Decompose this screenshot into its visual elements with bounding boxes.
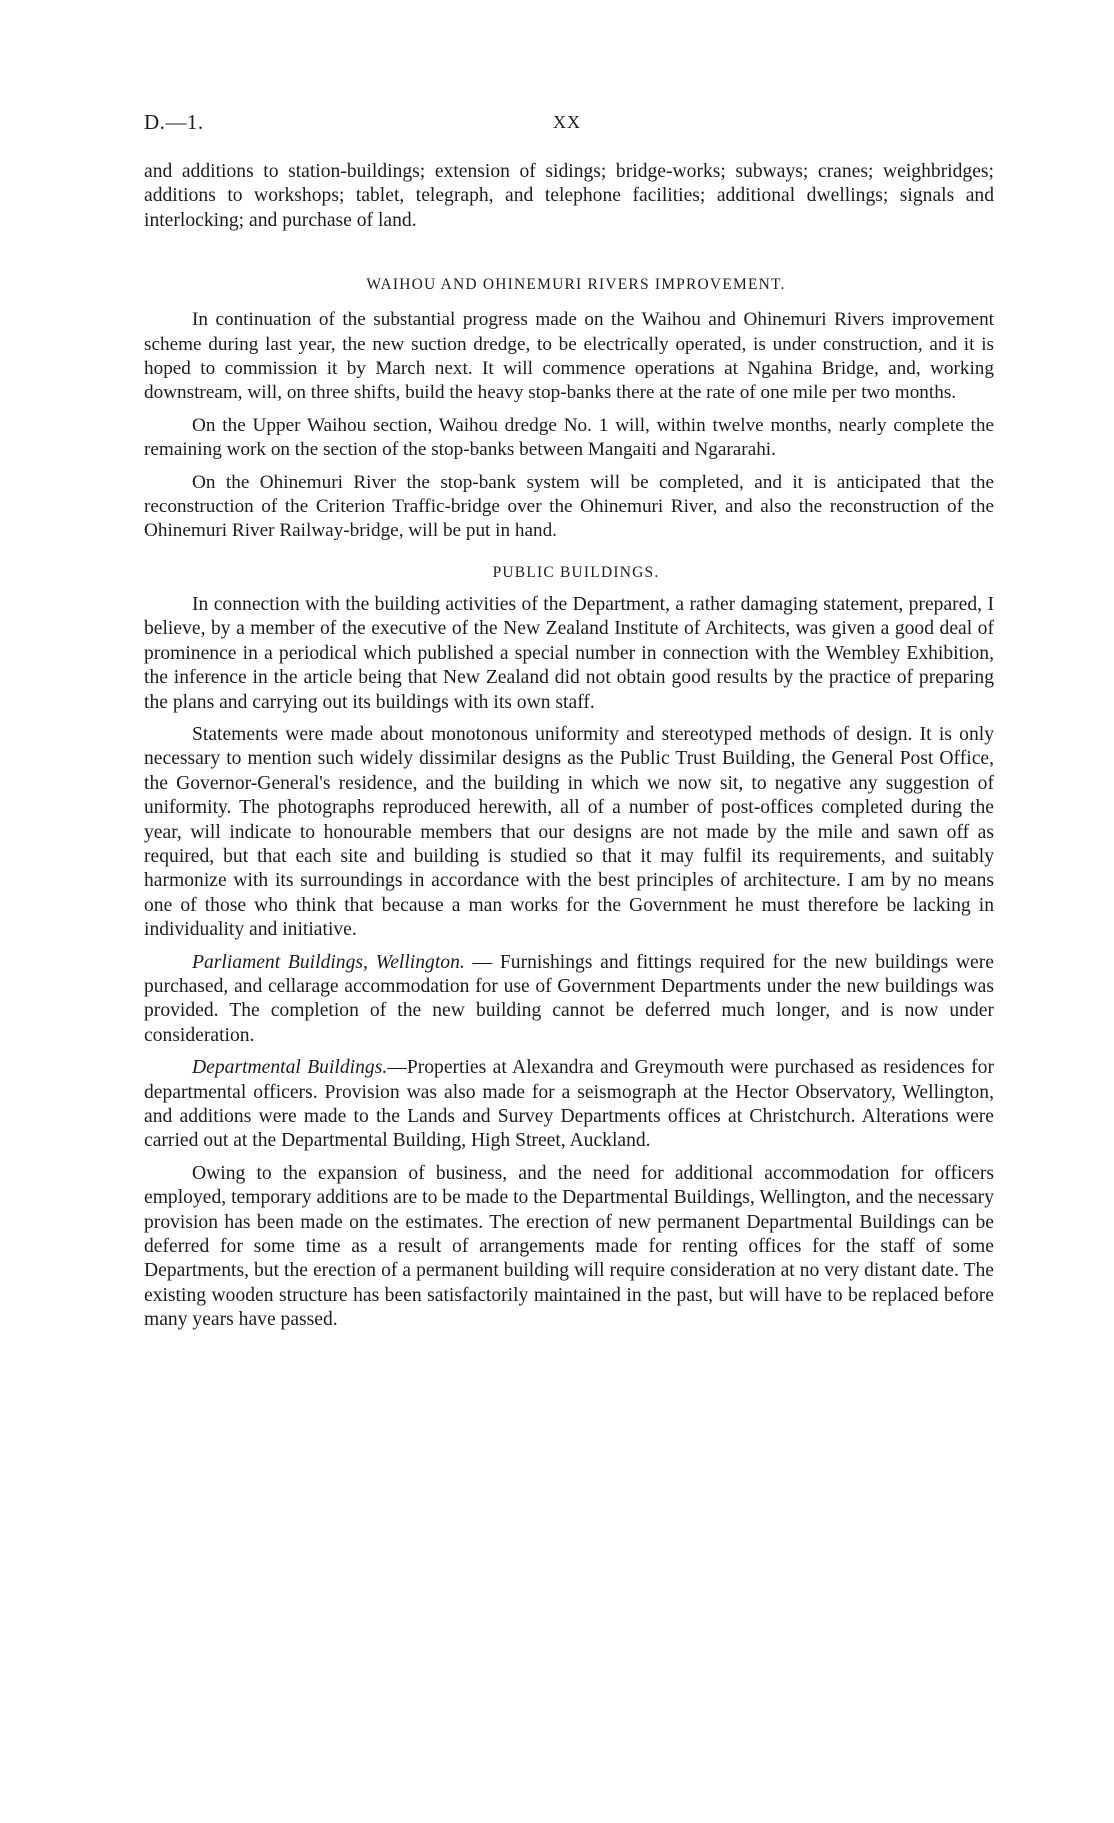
intro-paragraph: and additions to station-buildings; extension of sidings; bridge-works; subways; cranes; weighbridges; additions to workshops; tablet, telegraph, and telephone facilities; additional dwellings; signals and interlocking; and purchase of land. [144, 161, 994, 231]
waihou-paragraph-2: On the Upper Waihou section, Waihou dredge No. 1 will, within twelve months, nearly complete the remaining work on the section of the stop-banks between Mangaiti and Ngararahi. [144, 414, 994, 461]
public-paragraph-1: In connection with the building activities of the Department, a rather damaging statement, prepared, I believe, by a member of the executive of the New Zealand Institute of Architects, was given a good deal of prominence in a periodical which published a special number in connection with the Wembley Exhibition, the inference in the article being that New Zealand did not obtain good results by the practice of preparing the plans and carrying out its buildings with its own staff. [144, 593, 994, 713]
parliament-title: Parliament Buildings, Wellington. [192, 951, 465, 973]
parliament-paragraph [144, 951, 994, 1049]
waihou-paragraph-3: On the Ohinemuri River the stop-bank system will be completed, and it is anticipated that the reconstruction of the Criterion Traffic-bridge over the Ohinemuri River, and also the reconstruction of the Ohinemuri River Railway-bridge, will be put in hand. [144, 471, 994, 542]
waihou-paragraph-1: In continuation of the substantial progress made on the Waihou and Ohinemuri Rivers improvement scheme during last year, the new suction dredge, to be electrically operated, is under construction, and it is hoped to commission it by March next. It will commence operations at Ngahina Bridge, and, working downstream, will, on three shifts, build the heavy stop-banks there at the rate of one mile per two months. [144, 309, 994, 404]
page-number: XX [553, 112, 581, 132]
page-body [144, 160, 994, 1333]
departmental-paragraph [144, 1056, 994, 1154]
public-buildings-heading: PUBLIC BUILDINGS. [492, 563, 660, 581]
departmental-text: —Properties at Alexandra and Greymouth were purchased as residences for departmental officers. Provision was also made for a seismograph at the Hector Observatory, Wellington, and additions were made to the Lands and Survey Departments offices at Christchurch. Alterations were carried out at the Departmental Building, High Street, Auckland. [144, 1057, 994, 1152]
public-paragraph-2: Statements were made about monotonous uniformity and stereotyped methods of design. It is only necessary to mention such widely dissimilar designs as the Public Trust Building, the General Post Office, the Governor-General's residence, and the building in which we now sit, to negative any suggestion of uniformity. The photographs reproduced herewith, all of a number of post-offices completed during the year, will indicate to honourable members that our designs are not made by the mile and sawn off as required, but that each site and building is studied so that it may fulfil its requirements, and suitably harmonize with its surroundings in accordance with the best principles of architecture. I am by no means one of those who think that because a man works for the Government he must therefore be lacking in individuality and initiative. [144, 723, 994, 941]
waihou-heading: WAIHOU AND OHINEMURI RIVERS IMPROVEMENT. [366, 276, 786, 294]
waihou-section [144, 275, 994, 544]
final-paragraph: Owing to the expansion of business, and the need for additional accommodation for officers employed, temporary additions are to be made to the Departmental Buildings, Wellington, and the necessary provision has been made on the estimates. The erection of new permanent Departmental Buildings can be deferred for some time as a result of arrangements made for renting offices for the staff of some Departments, but the erection of a permanent building will require consideration at no very distant date. The existing wooden structure has been satisfactorily maintained in the past, but will have to be replaced before many years have passed. [144, 1162, 994, 1331]
departmental-title: Departmental Buildings. [192, 1057, 388, 1079]
page-header [144, 110, 994, 140]
document-code: D.—1. [144, 110, 204, 134]
parliament-text: — Furnishings and fittings required for the new buildings were purchased, and cellarage accommodation for use of Government Departments under the new buildings was provided. The completion of the new building cannot be deferred much longer, and is now under consideration. [144, 951, 994, 1046]
public-buildings-section [144, 563, 994, 1333]
